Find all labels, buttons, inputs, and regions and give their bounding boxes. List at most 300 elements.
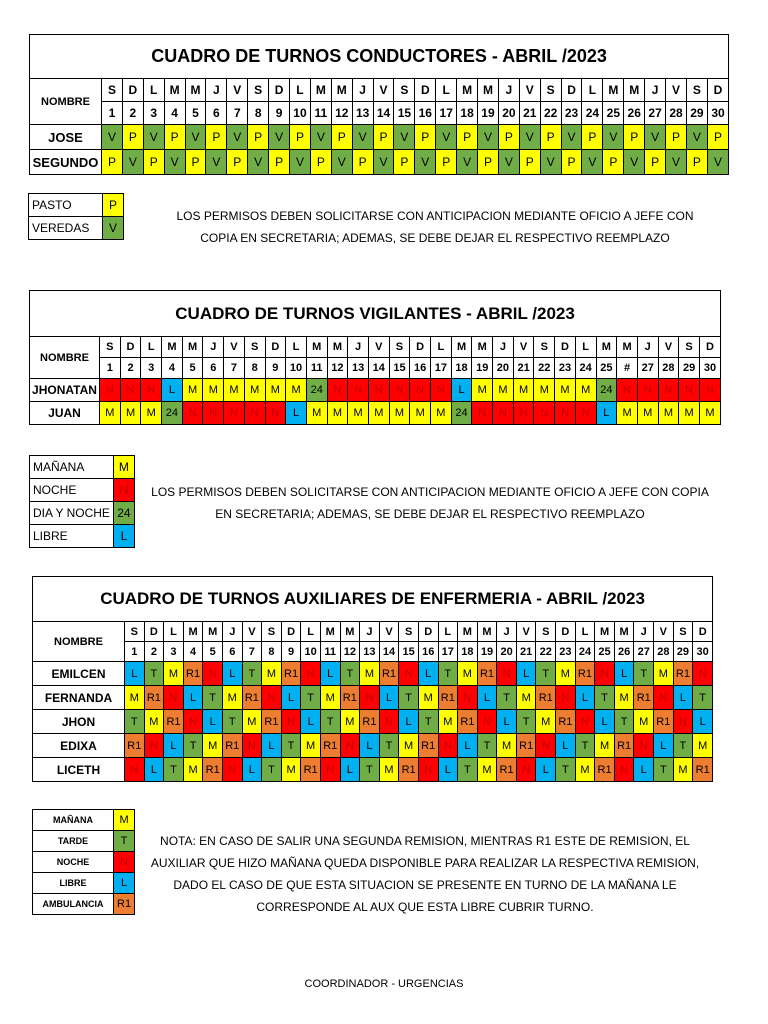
day-number-header: 21: [513, 358, 534, 379]
day-number-header: 12: [331, 102, 352, 125]
weekday-header: M: [306, 337, 327, 358]
legend-item: [29, 194, 124, 217]
shift-cell: M: [306, 402, 327, 425]
table-row: [30, 125, 729, 150]
nurses-schedule-table: [32, 576, 713, 782]
shift-cell: N: [575, 710, 595, 734]
weekday-header: L: [286, 337, 307, 358]
day-number-header: 24: [575, 358, 596, 379]
day-number-header: 19: [478, 102, 499, 125]
table-row: [33, 686, 713, 710]
weekday-header: V: [224, 337, 245, 358]
name-column-header: NOMBRE: [30, 79, 102, 125]
day-number-header: 27: [645, 102, 666, 125]
day-number-header: 4: [162, 358, 183, 379]
day-number-header: 10: [290, 102, 311, 125]
weekday-header: L: [575, 337, 596, 358]
day-number-header: 1: [125, 642, 145, 662]
day-number-header: 1: [102, 102, 123, 125]
shift-cell: R1: [203, 758, 223, 782]
shift-cell: T: [536, 662, 556, 686]
shift-cell: M: [242, 710, 262, 734]
shift-cell: M: [458, 662, 478, 686]
shift-cell: N: [693, 662, 713, 686]
day-number-header: 14: [368, 358, 389, 379]
weekday-header: D: [120, 337, 141, 358]
day-number-header: 11: [310, 102, 331, 125]
shift-cell: V: [519, 125, 540, 150]
schedule-title: CUADRO DE TURNOS AUXILIARES DE ENFERMERIA - ABRIL /2023: [33, 577, 713, 622]
shift-cell: L: [536, 758, 556, 782]
weekday-header: J: [498, 79, 519, 102]
shift-cell: N: [183, 710, 203, 734]
shift-cell: M: [497, 734, 517, 758]
shift-cell: T: [144, 662, 164, 686]
shift-cell: T: [438, 662, 458, 686]
shift-cell: L: [301, 710, 321, 734]
shift-cell: R1: [242, 686, 262, 710]
legend-item: [33, 873, 135, 894]
weekday-header: V: [519, 79, 540, 102]
day-number-header: 19: [477, 642, 497, 662]
shift-cell: T: [242, 662, 262, 686]
drivers-legend: [28, 193, 124, 240]
shift-cell: M: [575, 379, 596, 402]
shift-cell: N: [242, 734, 262, 758]
employee-name: EMILCEN: [33, 662, 125, 686]
shift-cell: V: [624, 150, 645, 175]
day-number-header: 10: [286, 358, 307, 379]
shift-cell: P: [707, 125, 728, 150]
day-number-header: 15: [394, 102, 415, 125]
day-number-header: 30: [707, 102, 728, 125]
day-number-header: 9: [269, 102, 290, 125]
shift-cell: R1: [556, 710, 576, 734]
weekday-header: M: [327, 337, 348, 358]
day-number-header: 18: [451, 358, 472, 379]
legend-label: VEREDAS: [29, 217, 103, 240]
shift-cell: P: [248, 125, 269, 150]
shift-cell: R1: [516, 734, 536, 758]
shift-cell: T: [164, 758, 184, 782]
shift-cell: P: [561, 150, 582, 175]
day-number-header: 7: [242, 642, 262, 662]
shift-cell: T: [497, 686, 517, 710]
day-number-header: 24: [575, 642, 595, 662]
legend-swatch: P: [103, 194, 124, 217]
shift-cell: T: [673, 734, 693, 758]
shift-cell: M: [637, 402, 658, 425]
shift-cell: T: [399, 686, 419, 710]
weekday-header: L: [164, 622, 184, 642]
table-row: [30, 402, 721, 425]
table-row: [33, 734, 713, 758]
shift-cell: N: [141, 379, 162, 402]
shift-cell: L: [125, 662, 145, 686]
weekday-header: M: [340, 622, 360, 642]
shift-cell: V: [290, 150, 311, 175]
shift-cell: P: [331, 125, 352, 150]
shift-cell: P: [498, 125, 519, 150]
weekday-header: S: [686, 79, 707, 102]
shift-cell: L: [340, 758, 360, 782]
shift-cell: L: [458, 734, 478, 758]
day-number-header: 4: [164, 102, 185, 125]
weekday-header: S: [536, 622, 556, 642]
shift-cell: M: [203, 379, 224, 402]
shift-cell: M: [477, 758, 497, 782]
shift-cell: M: [536, 710, 556, 734]
shift-cell: L: [262, 734, 282, 758]
weekday-header: D: [418, 622, 438, 642]
weekday-header: L: [290, 79, 311, 102]
legend-label: PASTO: [29, 194, 103, 217]
day-number-header: 5: [185, 102, 206, 125]
shift-cell: M: [368, 402, 389, 425]
legend-item: [29, 217, 124, 240]
shift-cell: L: [183, 686, 203, 710]
shift-cell: M: [410, 402, 431, 425]
shift-cell: P: [310, 150, 331, 175]
shift-cell: T: [556, 758, 576, 782]
shift-cell: L: [379, 686, 399, 710]
day-number-header: 17: [431, 358, 452, 379]
weekday-header: L: [141, 337, 162, 358]
shift-cell: P: [352, 150, 373, 175]
shift-cell: V: [582, 150, 603, 175]
weekday-header: J: [634, 622, 654, 642]
weekday-header: D: [415, 79, 436, 102]
day-number-header: 8: [248, 102, 269, 125]
shift-cell: M: [164, 662, 184, 686]
weekday-header: D: [410, 337, 431, 358]
legend-item: [33, 852, 135, 873]
weekday-header: J: [360, 622, 380, 642]
weekday-header: L: [582, 79, 603, 102]
day-number-header: 19: [472, 358, 493, 379]
shift-cell: V: [436, 125, 457, 150]
shift-cell: N: [634, 734, 654, 758]
shift-cell: R1: [379, 662, 399, 686]
shift-cell: M: [555, 379, 576, 402]
day-number-header: 15: [389, 358, 410, 379]
table-row: [30, 150, 729, 175]
day-number-header: 5: [203, 642, 223, 662]
shift-cell: N: [536, 734, 556, 758]
shift-cell: T: [320, 710, 340, 734]
day-number-header: 6: [222, 642, 242, 662]
shift-cell: N: [658, 379, 679, 402]
table-row: [33, 710, 713, 734]
weekday-header: S: [540, 79, 561, 102]
shift-cell: R1: [497, 758, 517, 782]
day-number-header: 28: [666, 102, 687, 125]
shift-cell: N: [360, 686, 380, 710]
day-number-header: 16: [418, 642, 438, 662]
legend-label: NOCHE: [30, 479, 114, 502]
shift-cell: M: [348, 402, 369, 425]
day-number-header: 23: [556, 642, 576, 662]
day-number-header: 12: [340, 642, 360, 662]
weekday-header: J: [222, 622, 242, 642]
shift-cell: L: [634, 758, 654, 782]
shift-cell: P: [122, 125, 143, 150]
shift-cell: V: [394, 125, 415, 150]
weekday-header: D: [281, 622, 301, 642]
shift-cell: L: [614, 662, 634, 686]
shift-cell: V: [666, 150, 687, 175]
day-number-header: 13: [360, 642, 380, 662]
shift-cell: V: [248, 150, 269, 175]
shift-cell: L: [497, 710, 517, 734]
weekday-header: S: [679, 337, 700, 358]
shift-cell: P: [624, 125, 645, 150]
shift-cell: V: [645, 125, 666, 150]
shift-cell: V: [122, 150, 143, 175]
shift-cell: N: [699, 379, 720, 402]
day-number-header: 29: [673, 642, 693, 662]
day-number-header: 11: [320, 642, 340, 662]
weekday-header: V: [516, 622, 536, 642]
day-number-header: 20: [497, 642, 517, 662]
shift-cell: R1: [340, 686, 360, 710]
weekday-header: M: [596, 337, 617, 358]
shift-cell: L: [693, 710, 713, 734]
legend-label: TARDE: [33, 831, 114, 852]
shift-cell: T: [575, 734, 595, 758]
day-number-header: 26: [624, 102, 645, 125]
day-number-header: 15: [399, 642, 419, 662]
shift-cell: M: [556, 662, 576, 686]
shift-cell: M: [183, 758, 203, 782]
day-number-header: 16: [415, 102, 436, 125]
shift-cell: N: [399, 662, 419, 686]
legend-swatch: N: [114, 852, 135, 873]
shift-cell: L: [281, 686, 301, 710]
shift-cell: M: [182, 379, 203, 402]
day-number-header: 14: [379, 642, 399, 662]
shift-cell: M: [320, 686, 340, 710]
shift-cell: T: [477, 734, 497, 758]
shift-cell: R1: [222, 734, 242, 758]
footer-signature: COORDINADOR - URGENCIAS: [304, 978, 464, 990]
weekday-header: D: [269, 79, 290, 102]
day-number-header: 13: [348, 358, 369, 379]
weekday-header: M: [457, 79, 478, 102]
shift-cell: M: [634, 710, 654, 734]
shift-cell: T: [458, 758, 478, 782]
shift-cell: L: [162, 379, 183, 402]
shift-cell: N: [379, 710, 399, 734]
shift-cell: 24: [162, 402, 183, 425]
weekday-header: D: [265, 337, 286, 358]
shift-cell: N: [493, 402, 514, 425]
shift-cell: M: [389, 402, 410, 425]
shift-cell: P: [269, 150, 290, 175]
shift-cell: R1: [693, 758, 713, 782]
shift-cell: N: [472, 402, 493, 425]
shift-cell: V: [310, 125, 331, 150]
shift-cell: N: [418, 758, 438, 782]
shift-cell: R1: [477, 662, 497, 686]
guards-legend: [29, 455, 135, 548]
shift-cell: N: [389, 379, 410, 402]
shift-cell: 24: [451, 402, 472, 425]
day-number-header: 28: [658, 358, 679, 379]
shift-cell: T: [281, 734, 301, 758]
shift-cell: N: [617, 379, 638, 402]
shift-cell: N: [575, 402, 596, 425]
day-number-header: 17: [438, 642, 458, 662]
shift-cell: T: [183, 734, 203, 758]
shift-cell: R1: [536, 686, 556, 710]
day-number-header: 8: [244, 358, 265, 379]
legend-swatch: M: [114, 810, 135, 831]
employee-name: EDIXA: [33, 734, 125, 758]
shift-cell: V: [352, 125, 373, 150]
weekday-header: M: [472, 337, 493, 358]
day-number-header: 16: [410, 358, 431, 379]
shift-cell: N: [222, 758, 242, 782]
shift-cell: R1: [614, 734, 634, 758]
day-number-header: 2: [120, 358, 141, 379]
shift-cell: T: [379, 734, 399, 758]
weekday-header: J: [493, 337, 514, 358]
shift-cell: P: [373, 125, 394, 150]
shift-cell: V: [331, 150, 352, 175]
legend-item: [30, 456, 135, 479]
shift-cell: N: [637, 379, 658, 402]
weekday-header: V: [368, 337, 389, 358]
shift-cell: L: [516, 662, 536, 686]
day-number-header: 21: [519, 102, 540, 125]
shift-cell: V: [478, 125, 499, 150]
shift-cell: N: [100, 379, 121, 402]
shift-cell: T: [222, 710, 242, 734]
shift-cell: T: [340, 662, 360, 686]
weekday-header: J: [645, 79, 666, 102]
weekday-header: S: [673, 622, 693, 642]
weekday-header: M: [183, 622, 203, 642]
shift-cell: M: [614, 686, 634, 710]
day-number-header: 6: [203, 358, 224, 379]
weekday-header: L: [438, 622, 458, 642]
name-column-header: NOMBRE: [30, 337, 100, 379]
shift-cell: V: [540, 150, 561, 175]
shift-cell: N: [281, 710, 301, 734]
legend-label: NOCHE: [33, 852, 114, 873]
weekday-header: M: [331, 79, 352, 102]
shift-cell: R1: [418, 734, 438, 758]
shift-cell: M: [340, 710, 360, 734]
weekday-header: L: [143, 79, 164, 102]
legend-swatch: L: [113, 525, 134, 548]
weekday-header: S: [399, 622, 419, 642]
shift-cell: M: [262, 662, 282, 686]
shift-cell: N: [556, 686, 576, 710]
weekday-header: M: [320, 622, 340, 642]
shift-cell: N: [301, 662, 321, 686]
day-number-header: 7: [224, 358, 245, 379]
shift-cell: 24: [596, 379, 617, 402]
legend-item: [33, 831, 135, 852]
weekday-header: V: [654, 622, 674, 642]
day-number-header: 23: [561, 102, 582, 125]
day-number-header: 29: [686, 102, 707, 125]
shift-cell: P: [164, 125, 185, 150]
weekday-header: S: [534, 337, 555, 358]
weekday-header: V: [227, 79, 248, 102]
legend-swatch: M: [113, 456, 134, 479]
shift-cell: R1: [262, 710, 282, 734]
shift-cell: T: [360, 758, 380, 782]
shift-cell: M: [222, 686, 242, 710]
shift-cell: M: [100, 402, 121, 425]
weekday-header: L: [431, 337, 452, 358]
weekday-header: M: [617, 337, 638, 358]
weekday-header: M: [185, 79, 206, 102]
table-row: [33, 758, 713, 782]
weekday-header: V: [666, 79, 687, 102]
shift-cell: P: [540, 125, 561, 150]
day-number-header: 25: [595, 642, 615, 662]
shift-cell: P: [686, 150, 707, 175]
weekday-header: M: [477, 622, 497, 642]
weekday-header: J: [637, 337, 658, 358]
day-number-header: 22: [534, 358, 555, 379]
weekday-header: J: [206, 79, 227, 102]
day-number-header: 13: [352, 102, 373, 125]
shift-cell: N: [513, 402, 534, 425]
shift-cell: N: [327, 379, 348, 402]
weekday-header: L: [436, 79, 457, 102]
shift-cell: N: [348, 379, 369, 402]
shift-cell: N: [438, 734, 458, 758]
weekday-header: M: [162, 337, 183, 358]
shift-cell: T: [203, 686, 223, 710]
legend-swatch: V: [103, 217, 124, 240]
legend-swatch: R1: [114, 894, 135, 915]
shift-cell: N: [497, 662, 517, 686]
shift-cell: V: [457, 150, 478, 175]
shift-cell: L: [399, 710, 419, 734]
shift-cell: V: [498, 150, 519, 175]
legend-item: [33, 894, 135, 915]
shift-cell: N: [431, 379, 452, 402]
day-number-header: 2: [122, 102, 143, 125]
shift-cell: N: [125, 758, 145, 782]
shift-cell: N: [244, 402, 265, 425]
weekday-header: D: [555, 337, 576, 358]
shift-cell: N: [654, 686, 674, 710]
shift-cell: 24: [306, 379, 327, 402]
shift-cell: N: [534, 402, 555, 425]
shift-cell: R1: [673, 662, 693, 686]
drivers-schedule-table: [29, 34, 729, 175]
legend-swatch: L: [114, 873, 135, 894]
shift-cell: R1: [438, 686, 458, 710]
shift-cell: T: [595, 686, 615, 710]
weekday-header: V: [373, 79, 394, 102]
day-number-header: 20: [498, 102, 519, 125]
weekday-header: S: [100, 337, 121, 358]
weekday-header: L: [575, 622, 595, 642]
weekday-header: D: [699, 337, 720, 358]
shift-cell: T: [614, 710, 634, 734]
shift-cell: M: [144, 710, 164, 734]
legend-item: [30, 479, 135, 502]
weekday-header: M: [614, 622, 634, 642]
